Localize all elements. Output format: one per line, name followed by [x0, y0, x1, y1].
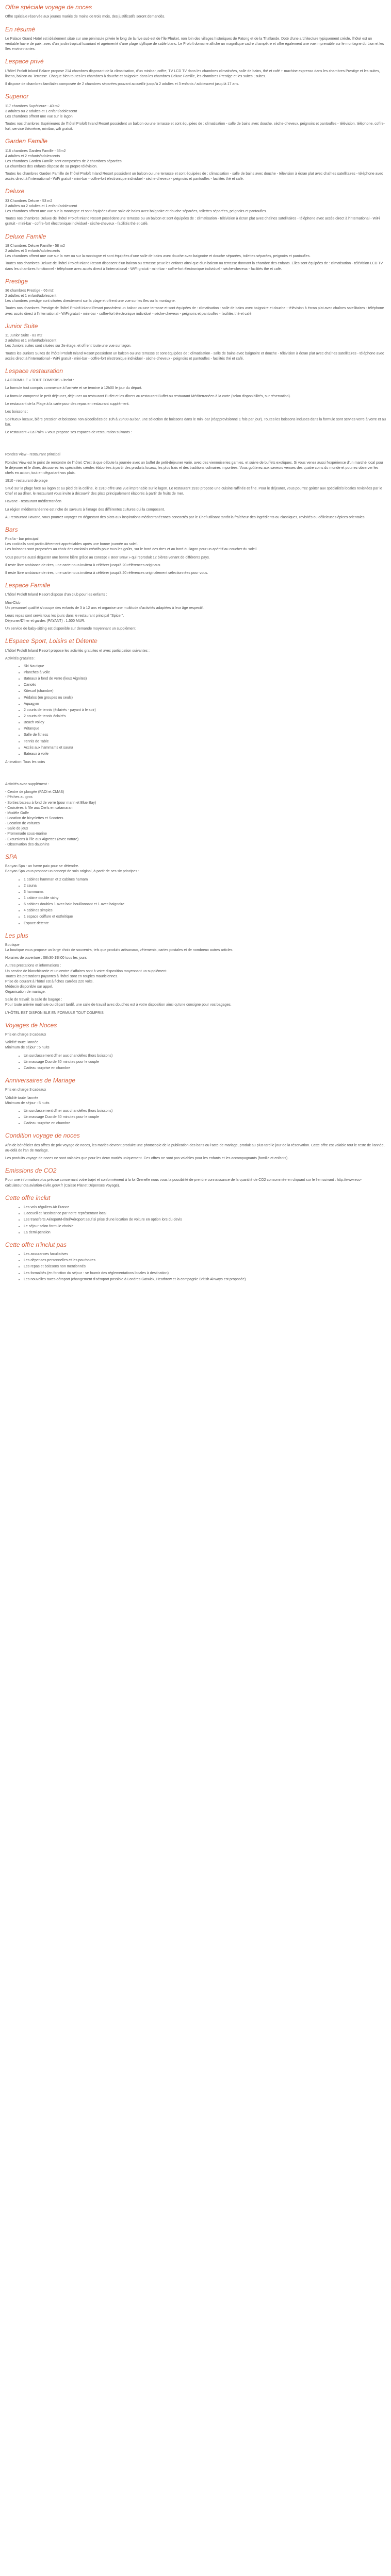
list-item: • Tennis de Table — [24, 739, 386, 744]
section-title-famille: Lespace Famille — [5, 582, 51, 589]
room-summary-garden-famille — [5, 149, 386, 170]
room-line: 4 adultes et 2 enfants/adolescents — [5, 154, 60, 158]
room-description-garden-famille: Toutes les chambres Garden Famille de l'hôtel Proloft Inland Resort possèdent un balcon ou une terrasse et sont équipées de : climatisation - salle de bains avec douche - télévision à écran plat avec chaînes satellitaires - téléphone avec accès direct à l'international - WiFi gratuit - mini-bar - coffre-fort électronique individuel - sèche-cheveux - peignoirs et pantoufles - facilités thé et café. — [5, 172, 383, 181]
room-line: 117 chambres Supérieure - 40 m2 — [5, 104, 60, 108]
plus-text: Organisation de mariage. — [5, 990, 46, 994]
room-line: 18 Chambres Deluxe Famille - 58 m2 — [5, 244, 65, 248]
intro-text: Offre spéciale réservée aux jeunes mariés de moins de trois mois, des justificatifs seront demandés. — [5, 15, 166, 19]
room-line: 11 Junior Suite - 83 m2 — [5, 334, 42, 338]
list-item: • Un massage Duo de 30 minutes pour le couple — [24, 1060, 386, 1065]
restauration-text: La formule comprend le petit déjeuner, déjeuner au restaurant Buffet et les dîners au restaurant Buffet ou restaurant Méditerranéen à la carte (selon disponibilités, sur réservation). — [5, 394, 291, 398]
room-summary-superior — [5, 104, 386, 120]
restaurant-text: Au restaurant Havane, vous pourrez voyager en dégustant des plats aux inspirations méditerranéennes concoctés par le Chef utilisant tantôt la fraîcheur des ingrédients ou classiques, revisités ou délicieuses épices orientales. — [5, 515, 366, 519]
list-item: • Ski Nautique — [24, 664, 386, 669]
list-item: - Salle de jeux — [5, 827, 28, 831]
list-item: - Sorties bateau à fond de verre (pour marin et Blue Bay) — [5, 801, 96, 805]
spa-text: Banyan Spa - un havre paix pour se détendre. — [5, 865, 79, 869]
list-item: • Bateaux à fond de verre (lieux Aignites) — [24, 676, 386, 682]
list-item: • L'accueil et l'assistance par notre représentant local — [24, 1211, 386, 1216]
bars-text: Les cocktails sont particulièrement appréciables après une bonne journée au soleil. — [5, 543, 138, 547]
offre-exclut-list — [5, 1252, 386, 1282]
room-line: 116 chambres Garden Famille - 53m2 — [5, 149, 66, 153]
bars-text: Piraña - bar principal — [5, 537, 39, 541]
noces-text: Minimum de séjour : 5 nuits — [5, 1046, 50, 1050]
plus-text: La boutique vous propose un large choix de souvenirs, tels que produits artisanaux, vêtements, cartes postales et de nombreux autres articles. — [5, 948, 234, 953]
room-title-deluxe-famille: Deluxe Famille — [5, 232, 46, 240]
list-item: • Les transferts Aéroport/Hôtel/Aéroport sauf si prise d'une location de voiture en option lors du devis — [24, 1217, 386, 1223]
famille-text: Leurs repas sont servis tous les jours dans le restaurant principal "Spicer". — [5, 614, 124, 618]
section-title-offre-inclut: Cette offre inclut — [5, 1194, 51, 1201]
famille-text: Un personnel qualifié s'occupe des enfants de 3 à 12 ans et organise une multitude d'activités adaptées à leur âge respectif. — [5, 606, 204, 610]
list-item: • Planches à voile — [24, 670, 386, 675]
list-item: • 1 cabines hamman et 2 cabines hamam — [24, 877, 386, 883]
room-title-junior-suite: Junior Suite — [5, 322, 38, 330]
plus-text: Médecin disponible sur appel. — [5, 985, 53, 989]
list-item: • Les dépenses personnelles et les pourboires — [24, 1258, 386, 1263]
anniversaires-text: Validité toute l'année — [5, 1096, 39, 1100]
section-title-restauration: Lespace restauration — [5, 367, 63, 375]
room-line: Les chambres offrent une vue sur la montagne et sont équipées d'une salle de bains avec baignoire et douche séparées, toilettes séparées, peignoirs et pantoufles. — [5, 210, 267, 214]
list-item: • 4 cabines simples — [24, 908, 386, 913]
room-line: 33 Chambres Deluxe - 53 m2 — [5, 199, 53, 203]
room-title-prestige: Prestige — [5, 277, 28, 285]
room-line: Les Juniors suites sont situées sur 2e étage, et offrent toute une vue sur lagon. — [5, 344, 132, 348]
condition-text: Afin de bénéficier des offres de prix voyage de noces, les mariés devront produire une photocopie de la publication des bans ou l'acte de mariage, produit au plus tard le jour de la réservation. Cette offre est valable tout le reste de l'année, au-delà de l'an de mariage. — [5, 1143, 385, 1153]
paid-activities-heading: Activités avec supplément : — [5, 783, 49, 787]
list-item: • Pétanque — [24, 726, 386, 732]
restaurant-text: Rondes View - restaurant principal — [5, 453, 60, 457]
list-item: • 1 espace coiffure et esthétique — [24, 914, 386, 920]
section-title-sport: LEspace Sport, Loisirs et Détente — [5, 637, 97, 645]
anniversaires-text: Pris en charge 3 cadeaux — [5, 1088, 46, 1092]
restaurant-text: 1910 - restaurant de plage — [5, 479, 48, 483]
plus-text: Autres prestations et informations : — [5, 964, 61, 968]
section-title-spa: SPA — [5, 853, 18, 860]
room-description-junior-suite: Toutes les Juniors Suites de l'hôtel Proloft Inland Resort possèdent un balcon ou une terrasse et sont équipées de : climatisation - salle de bains avec baignoire et douche - télévision à écran plat avec chaînes satellitaires - téléphone avec accès direct à l'international - WiFi gratuit - mini-bar - coffre-fort électronique individuel - sèche-cheveux - peignoirs et pantoufles - facilités thé et café. — [5, 351, 384, 361]
co2-text: Pour une information plus précise concernant votre trajet et conformément à la loi Grenelle nous vous la possibilité de prendre connaissance de la quantité de CO2 consommée en cliquant sur le lien suivant : http://www.eco-calculateur.dta.aviation-civile.gouv.fr (Caisse Planet Dépenses Voyage). — [5, 1178, 362, 1188]
list-item: • Les vols réguliers Air France — [24, 1205, 386, 1210]
room-description-prestige: Toutes nos chambres Prestige de l'hôtel Proloft Inland Resort possèdent un balcon ou une terrasse et sont équipées de : climatisation - salle de bains avec baignoire et douche - télévision à écran plat avec chaînes satellitaires - téléphone avec accès direct à l'international - WiFi gratuit - mini-bar - coffre-fort électronique individuel - sèche-cheveux - peignoirs et pantoufles - facilités thé et café. — [5, 307, 384, 316]
famille-text: Mini-Club — [5, 601, 21, 605]
espace-prive-text-2: Il dispose de chambres familiales composée de 2 chambres séparées pouvant accueillir jusqu'à 2 adultes et 3 enfants / adolescent jusqu'à 17 ans. — [5, 82, 239, 87]
list-item: • Un surclassement dîner aux chandelles (hors boissons) — [24, 1054, 386, 1059]
plus-text: Pour toute arrivée matinale ou départ tardif, une salle de travail avec douches est à votre disposition ainsi qu'une consigne pour vos bagages. — [5, 1003, 232, 1007]
noces-text: Validité toute l'année — [5, 1041, 39, 1045]
free-activities-list — [5, 664, 386, 757]
spacer — [5, 768, 386, 782]
section-title-offre-exclut: Cette offre n'inclut pas — [5, 1241, 67, 1248]
sport-text: Activités gratuites : — [5, 656, 36, 660]
anniversaires-list — [5, 1109, 386, 1126]
noces-list — [5, 1054, 386, 1071]
anniversaires-text: Minimum de séjour : 5 nuits — [5, 1101, 50, 1105]
list-item: - Croisières à l'île aux Cerfs en catamaran — [5, 806, 73, 810]
list-item: • 2 courts de tennis (éclairés - payant à le soir) — [24, 708, 386, 713]
room-description-deluxe-famille: Toutes nos chambres Deluxe de l'hôtel Proloft Inland Resort disposent d'un balcon ou terrasse peux les enfants ainsi que d'un balcon ou terrasse donnant la chambre des enfants. Elles sont équipées de : climatisation - télévision LCD TV dans les chambres fonctionnel - téléphone avec accès direct à l'international - WiFi gratuit - mini-bar - coffre-fort électronique individuel - sèche-cheveux - facilités thé et café. — [5, 262, 383, 271]
restauration-text: Les boissons : — [5, 410, 28, 414]
room-line: 2 adultes et 1 enfant/adolescent — [5, 339, 57, 343]
list-item: • Bateaux à voile — [24, 752, 386, 757]
list-item: • Espace détente — [24, 921, 386, 926]
animation-text: Animation: Tous les soirs — [5, 760, 45, 765]
list-item: • Canoës — [24, 683, 386, 688]
section-title-les-plus: Les plus — [5, 931, 28, 939]
list-item: • 3 hammams — [24, 890, 386, 895]
room-line: 3 adultes ou 2 adultes et 1 enfant/adolescent — [5, 205, 77, 209]
room-description-deluxe: Toutes nos chambres Deluxe de l'hôtel Proloft Inland Resort possèdent une terrasse ou un balcon et sont équipées de : climatisation - télévision à écran plat avec chaînes satellitaires - téléphone avec accès direct à l'international - WiFi gratuit - mini-bar - coffre-fort électronique individuel - sèche-cheveux - facilités thé et café. — [5, 217, 380, 226]
spacer — [5, 438, 386, 452]
list-item: • Un surclassement dîner aux chandelles (hors boissons) — [24, 1109, 386, 1114]
plus-text: Boutique — [5, 943, 20, 947]
list-item: - Promenade sous-marine — [5, 832, 47, 836]
list-item: - Centre de plongée (PADI et CMAS) — [5, 790, 64, 794]
list-item: • La demi-pension — [24, 1230, 386, 1235]
restaurant-text: Rondes View est le point de rencontre de l'hôtel. C'est là que débute la journée avec un buffet de petit-déjeuner varié, avec des viennoiseries garnies, et suivie de buffets exotiques. Si vous venez aussi l'expérience d'un marché local pour le déjeuner et le dîner, découvrez les spécialités créoles élaborées à partir des produits locaux, les plus frais et des traditions culinaires importées. Vous goûterez aux saveurs venues des quatre coins du monde et pourrez observer les chefs en action, tout en dégustant vos plats. — [5, 461, 384, 475]
section-title-espace-prive: Lespace privé — [5, 58, 44, 65]
section-title-resume: En résumé — [5, 25, 36, 33]
room-line: Les chambres prestige sont situées directement sur la plage et offrent une vue sur les îles ou la montagne. — [5, 299, 176, 303]
list-item: - Observation des dauphins — [5, 842, 50, 846]
bars-text: Il reste libre ambiance de rires, une carte nous invitera à célébrer jusqu'à 20 références originaux. — [5, 563, 161, 567]
restaurant-text: La région méditerranéenne est riche de saveurs à l'image des différentes cultures qui la composent. — [5, 507, 165, 512]
list-item: • 2 sauna — [24, 884, 386, 889]
room-title-garden-famille: Garden Famille — [5, 138, 48, 145]
room-summary-deluxe — [5, 199, 386, 214]
offre-inclut-list — [5, 1205, 386, 1235]
spa-list — [5, 877, 386, 926]
section-title-anniversaires: Anniversaires de Mariage — [5, 1076, 76, 1084]
room-summary-prestige — [5, 289, 386, 304]
bars-text: Les boissons sont proposées au choix des cocktails créatifs pour tous les goûts, sur le bord des rires et au bord du lagon pour un apéritif au coucher du soleil. — [5, 548, 258, 552]
plus-text: Salle de travail: la salle de bagage : — [5, 998, 62, 1002]
list-item: • Les nouvelles taxes aéroport (changement d'aéroport possible à Londres Gatwick, Heathrow et la compagnie British Airways est proposée) — [24, 1277, 386, 1282]
restauration-text: LA FORMULE « TOUT COMPRIS » inclut : — [5, 379, 74, 383]
list-item: • Accès aux hammams et sauna — [24, 745, 386, 751]
restaurant-text: Situé sur la plage face au lagon et au pied de la colline, le 1910 offre une vue imprenable sur le lagon. Le restaurant 1910 propose une cuisine raffinée et fine. Pour le déjeuner, vous pourrez goûter aux spécialités locales revisitées par le Chef et au dîner, le restaurant vous invite à découvrir des plats principalement élaborés à partir de fruits de mer. — [5, 487, 382, 496]
list-item: - Location de bicyclettes et Scooters — [5, 817, 63, 821]
restauration-text: Le restaurant de la Plage à la carte pour des repas en restaurant supplément. — [5, 402, 129, 406]
plus-text: Prise de courant à l'hôtel est à fiches carrées 220 volts. — [5, 979, 94, 984]
famille-text: Déjeuner/Dîner et gardes (PAYANT) : 1.500 MUR. — [5, 619, 85, 623]
list-item: • Kitesurf (chambre) — [24, 689, 386, 694]
room-line: Les chambres offrent une vue sur la mer ou sur la montagne et sont équipées d'une salle de bains avec douche avec baignoire et douche séparées, toilettes séparées, peignoirs et pantoufles. — [5, 255, 311, 259]
room-summary-junior-suite — [5, 333, 386, 349]
list-item: • 2 courts de tennis éclairés — [24, 714, 386, 719]
room-line: Les chambres Garden Famille sont composées de 2 chambres séparées — [5, 159, 122, 163]
list-item: - Location de voitures — [5, 822, 40, 826]
list-item: • Beach volley — [24, 720, 386, 725]
sport-text: L'hôtel Proloft Inland Resort propose les activités gratuites et avec participation suivantes : — [5, 649, 150, 653]
paid-activities-list — [5, 790, 386, 848]
plus-text: L'HÔTEL EST DISPONIBLE EN FORMULE TOUT COMPRIS — [5, 1011, 104, 1015]
room-title-superior: Superior — [5, 93, 29, 100]
list-item: • Les repas et boissons non mentionnés — [24, 1264, 386, 1269]
restauration-text: La formule tout compris commence à l'arrivée et se termine à 12h00 le jour du départ. — [5, 386, 142, 391]
room-line: 2 adultes et 1 enfant/adolescent — [5, 294, 57, 298]
section-title-co2: Emissions de CO2 — [5, 1167, 57, 1175]
room-description-superior: Toutes nos chambres Supérieures de l'hôtel Proloft Inland Resort possèdent un balcon ou une terrasse et sont équipées de : climatisation - salle de bains avec douche, sèche-cheveux, peignoirs et pantoufles - télévision, téléphone, coffre-fort, service théorème, minibar, wifi gratuit. — [5, 122, 385, 131]
list-item: - Modèle Golfe — [5, 811, 29, 815]
restauration-text: Le restaurant « La Palm » vous propose ses espaces de restauration suivants : — [5, 431, 132, 435]
room-summary-deluxe-famille — [5, 244, 386, 259]
list-item: - Excursions à l'île aux Aigrettes (avec nature) — [5, 837, 79, 841]
list-item: • Les assurances facultatives — [24, 1252, 386, 1257]
plus-text: Toutes les prestations payantes à l'hôtel sont en roupies mauriciennes. — [5, 974, 119, 978]
plus-text: Un service de blanchisserie et un centre d'affaires sont à votre disposition moyennant un supplément. — [5, 969, 168, 973]
room-title-deluxe: Deluxe — [5, 188, 25, 195]
plus-text: Horaires de ouverture : 08h30-19h00 tous les jours — [5, 956, 87, 960]
room-line: 36 chambres Prestige - 66 m2 — [5, 289, 54, 293]
famille-text: Un service de baby-sitting est disponible sur demande moyennant un supplément. — [5, 627, 137, 631]
list-item: • Les formalités (en fonction du séjour - se fournir des réglementations locales à destination) — [24, 1271, 386, 1276]
section-title-condition: Condition voyage de noces — [5, 1132, 80, 1140]
list-item: - Pêches au gros — [5, 795, 32, 800]
restaurant-text: Havane - restaurant méditerranéen — [5, 500, 61, 504]
spa-text: Banyan Spa vous propose un concept de soin original, à partir de ses six principes : — [5, 870, 139, 874]
list-item: • 1 cabine double vichy — [24, 896, 386, 901]
section-title-intro: Offre spéciale voyage de noces — [5, 4, 92, 11]
bars-text: Il reste libre ambiance de rires, une carte nous invitera à célébrer jusqu'à 20 références originalement sélectionnées pour vous. — [5, 571, 208, 575]
section-title-voyages-noces: Voyages de Noces — [5, 1021, 57, 1029]
noces-text: Pris en charge 3 cadeaux — [5, 1033, 46, 1037]
condition-text: Les produits voyage de noces ne sont valables que pour les deux mariés uniquement. Ces offres ne sont pas valables pour les enfants et les accompagnants (famille et enfants). — [5, 1156, 289, 1160]
espace-prive-text-1: L'hôtel Proloft Inland Palace propose 214 chambres disposant de la climatisation, d'un minibar, coffre, TV LCD TV dans les chambres climatisées, salle de bains, thé et café + machine expresso dans les chambres Prestige et les suites, linens, balcon ou Terrasse. Chaque bien toutes les chambres à douche et baignoire dans les chambres Deluxe Famille, les chambres Prestige et les suites ; suites. — [5, 69, 380, 78]
room-line: La chambres des enfants dispose de sa propre télévision. — [5, 165, 97, 169]
room-line: 3 adultes ou 2 adultes et 1 enfant/adolescent — [5, 109, 77, 113]
restauration-text: Spiritueux locaux, bière pression et boissons non alcoolisées de 10h à 23h00 au bar, une sélection de boissons dans le mini-bar (réapprovisionné 1 fois par jour). Toutes les boissons incluses dans la formule sont servies verre à verre et au bar. — [5, 417, 386, 427]
room-line: 2 adultes et 3 enfants/adolescents — [5, 249, 60, 253]
list-item: • Pédalos (en groupes ou seuls) — [24, 696, 386, 701]
list-item: • Le séjour selon formule choisie — [24, 1224, 386, 1229]
bars-text: Vous pourrez aussi déguster une bonne bière grâce au concept « Beer Brew » qui reproduit 12 bières venant de différents pays. — [5, 555, 210, 560]
list-item: • Cadeau surprise en chambre — [24, 1121, 386, 1126]
list-item: • Un massage Duo de 30 minutes pour le couple — [24, 1115, 386, 1120]
resume-text: Le Palace Grand Hotel est idéalement situé sur une péninsule privée le long de la rive sud-est de l'île Phuket, non loin des villages historiques de Patong et de la Thaïlande. Doté d'une architecture typiquement créole, l'hôtel est un véritable havre de paix, avec d'un jardin tropical luxuriant et agrémenté d'une plage idyllique de sable blanc. Le Proloft domaine affiche un magnifique cadre champêtre et offre également une vue imprenable sur le montagne du Lion et les îles environnantes. — [5, 37, 384, 52]
famille-text: L'hôtel Proloft Inland Resort dispose d'un club pour les enfants : — [5, 593, 107, 597]
list-item: • Salle de fitness — [24, 733, 386, 738]
room-line: Les chambres offrent une vue sur le lagon. — [5, 114, 74, 118]
list-item: • Cadeau surprise en chambre — [24, 1066, 386, 1071]
section-title-bars: Bars — [5, 526, 18, 533]
list-item: • 6 cabines doubles 1 avec bain bouillonnant et 1 avec baignoire — [24, 902, 386, 907]
list-item: • Aquagym — [24, 702, 386, 707]
